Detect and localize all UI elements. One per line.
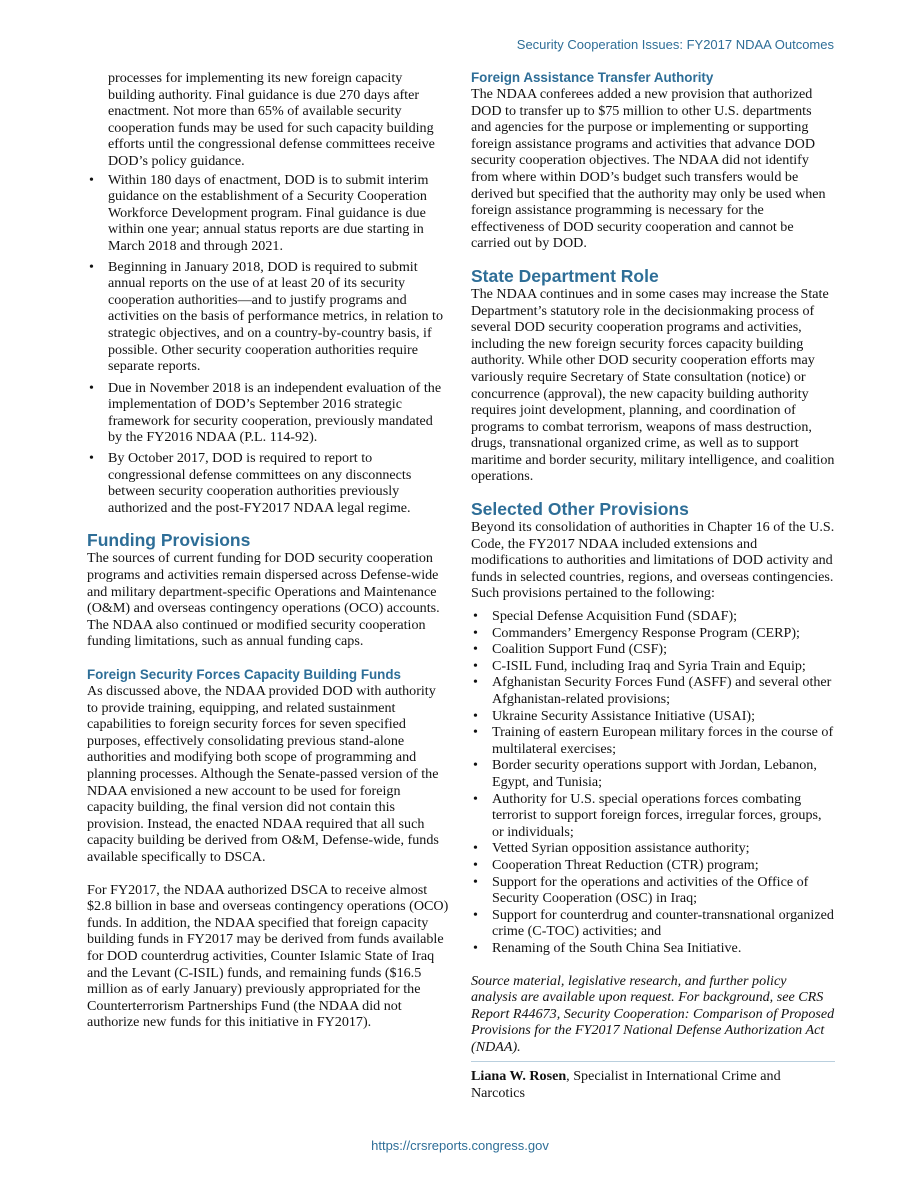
requirements-list: [87, 172, 449, 517]
author-title: , Specialist in International Crime and Narcotics: [471, 1068, 781, 1102]
list-item: • Special Defense Acquisition Fund (SDAF);: [471, 608, 835, 625]
list-item: • Authority for U.S. special operations forces combating terrorist to support foreign forces, irregular forces, groups, or individuals;: [471, 791, 835, 841]
list-item: • Cooperation Threat Reduction (CTR) program;: [471, 857, 835, 874]
divider: [471, 1061, 835, 1062]
transfer-authority-heading: Foreign Assistance Transfer Authority: [471, 70, 714, 85]
footer-link[interactable]: https://crsreports.congress.gov: [371, 1138, 549, 1153]
list-item: • Afghanistan Security Forces Fund (ASFF) and several other Afghanistan-related provisions;: [471, 674, 835, 707]
other-provisions-text: Beyond its consolidation of authorities in Chapter 16 of the U.S. Code, the FY2017 NDAA included extensions and modifications to authorities and limitations of DOD activity and funds in selected countries, regions, and overseas contingencies. Such provisions pertained to the following:: [471, 519, 835, 602]
running-header: Security Cooperation Issues: FY2017 NDAA Outcomes: [516, 37, 834, 52]
other-provisions-heading: Selected Other Provisions: [471, 499, 689, 520]
list-item: • Beginning in January 2018, DOD is required to submit annual reports on the use of at least 20 of its security cooperation authorities—and to justify programs and activities on the basis of performance metrics, in relation to strategic objectives, and on a country-by-country basis, if possible. Other security cooperation authorities require separate reports.: [87, 259, 449, 375]
fy2017-funding-text: For FY2017, the NDAA authorized DSCA to receive almost $2.8 billion in base and overseas contingency operations (OCO) funds. In addition, the NDAA specified that foreign capacity building funds in FY2017 may be derived from funds available for DOD counterdrug activities, Counter Islamic State of Iraq and the Levant (C-ISIL) funds, and remaining funds ($16.5 million as of early January) previously appropriated for the Counterterrorism Partnerships Fund (the NDAA did not authorize new funds for this initiative in FY2017).: [87, 881, 449, 1031]
right-column: [471, 70, 835, 1102]
transfer-authority-text: The NDAA conferees added a new provision that authorized DOD to transfer up to $75 million to other U.S. departments and agencies for the purpose or implementing or supporting foreign assistance programs and activities that advance DOD security cooperation objectives. The NDAA did not identify from where within DOD’s budget such transfers would be derived but specified that the authority may only be used when foreign assistance programming is necessary for the effectiveness of DOD security cooperation and cannot be carried out by DOD.: [471, 86, 826, 252]
list-item: • Renaming of the South China Sea Initiative.: [471, 940, 835, 957]
list-item: • Training of eastern European military forces in the course of multilateral exercises;: [471, 724, 835, 757]
footer: [0, 1138, 920, 1153]
list-item: • Coalition Support Fund (CSF);: [471, 641, 835, 658]
provisions-list: [471, 608, 835, 956]
list-item: • Due in November 2018 is an independent evaluation of the implementation of DOD’s September 2016 strategic framework for security cooperation, previously mandated by the FY2016 NDAA (P.L. 114-92).: [87, 380, 449, 446]
list-item: • Ukraine Security Assistance Initiative (USAI);: [471, 708, 835, 725]
list-item: • Commanders’ Emergency Response Program (CERP);: [471, 625, 835, 642]
state-department-text: The NDAA continues and in some cases may increase the State Department’s statutory role in the decisionmaking process of several DOD security cooperation programs and activities, including the new foreign security forces capacity building authority. While other DOD security cooperation efforts may variously require Secretary of State consultation (notice) or concurrence (approval), the new capacity building authority requires joint development, planning, and coordination of programs to combat terrorism, weapons of mass destruction, drugs, transnational organized crime, as well as to support maritime and border security, military intelligence, and coalition operations.: [471, 285, 835, 485]
list-item: • Vetted Syrian opposition assistance authority;: [471, 840, 835, 857]
funding-provisions-heading: Funding Provisions: [87, 530, 251, 551]
list-item: • By October 2017, DOD is required to report to congressional defense committees on any disconnects between security cooperation authorities previously authorized and the post-FY2017 NDAA legal regime.: [87, 450, 449, 516]
state-department-heading: State Department Role: [471, 265, 659, 286]
list-item: • Support for counterdrug and counter-transnational organized crime (C-TOC) activities; and: [471, 907, 835, 940]
capacity-building-funds-text: As discussed above, the NDAA provided DOD with authority to provide training, equipping, and related sustainment capabilities to foreign security forces for seven specified purposes, effectively consolidating previous stand-alone authorities and modifying both scope of programming and planning processes. Although the Senate-passed version of the NDAA envisioned a new account to be used for foreign capacity building, the final version did not contain this provision. Instead, the enacted NDAA required that all such capacity building be derived from O&M, Defense-wide, funds available specifically to DSCA.: [87, 683, 439, 865]
author-name: Liana W. Rosen: [471, 1068, 567, 1085]
left-column: [87, 70, 449, 1031]
list-item: • C-ISIL Fund, including Iraq and Syria Train and Equip;: [471, 658, 835, 675]
continued-paragraph: processes for implementing its new foreign capacity building authority. Final guidance is due 270 days after enactment. Not more than 65% of available security cooperation funds may be used for such capacity building efforts until the congressional defense committees receive DOD’s policy guidance.: [108, 70, 435, 169]
capacity-building-funds-heading: Foreign Security Forces Capacity Building Funds: [87, 667, 401, 682]
list-item: • Support for the operations and activities of the Office of Security Cooperation (OSC) in Iraq;: [471, 874, 835, 907]
author-line: [471, 1068, 835, 1101]
list-item: • Within 180 days of enactment, DOD is to submit interim guidance on the establishment of a Security Cooperation Workforce Development program. Final guidance is due within one year; annual status reports are due starting in March 2018 and through 2021.: [87, 172, 449, 255]
funding-provisions-text: The sources of current funding for DOD security cooperation programs and activities remain dispersed across Defense-wide and military department-specific Operations and Maintenance (O&M) and overseas contingency operations (OCO) accounts. The NDAA also continued or modified security cooperation funding limitations, such as annual funding caps.: [87, 550, 440, 650]
list-item: • Border security operations support with Jordan, Lebanon, Egypt, and Tunisia;: [471, 757, 835, 790]
source-note: Source material, legislative research, and further policy analysis are available upon request. For background, see CRS Report R44673, Security Cooperation: Comparison of Proposed Provisions for the FY2017 National Defense Authorization Act (NDAA).: [471, 972, 835, 1055]
